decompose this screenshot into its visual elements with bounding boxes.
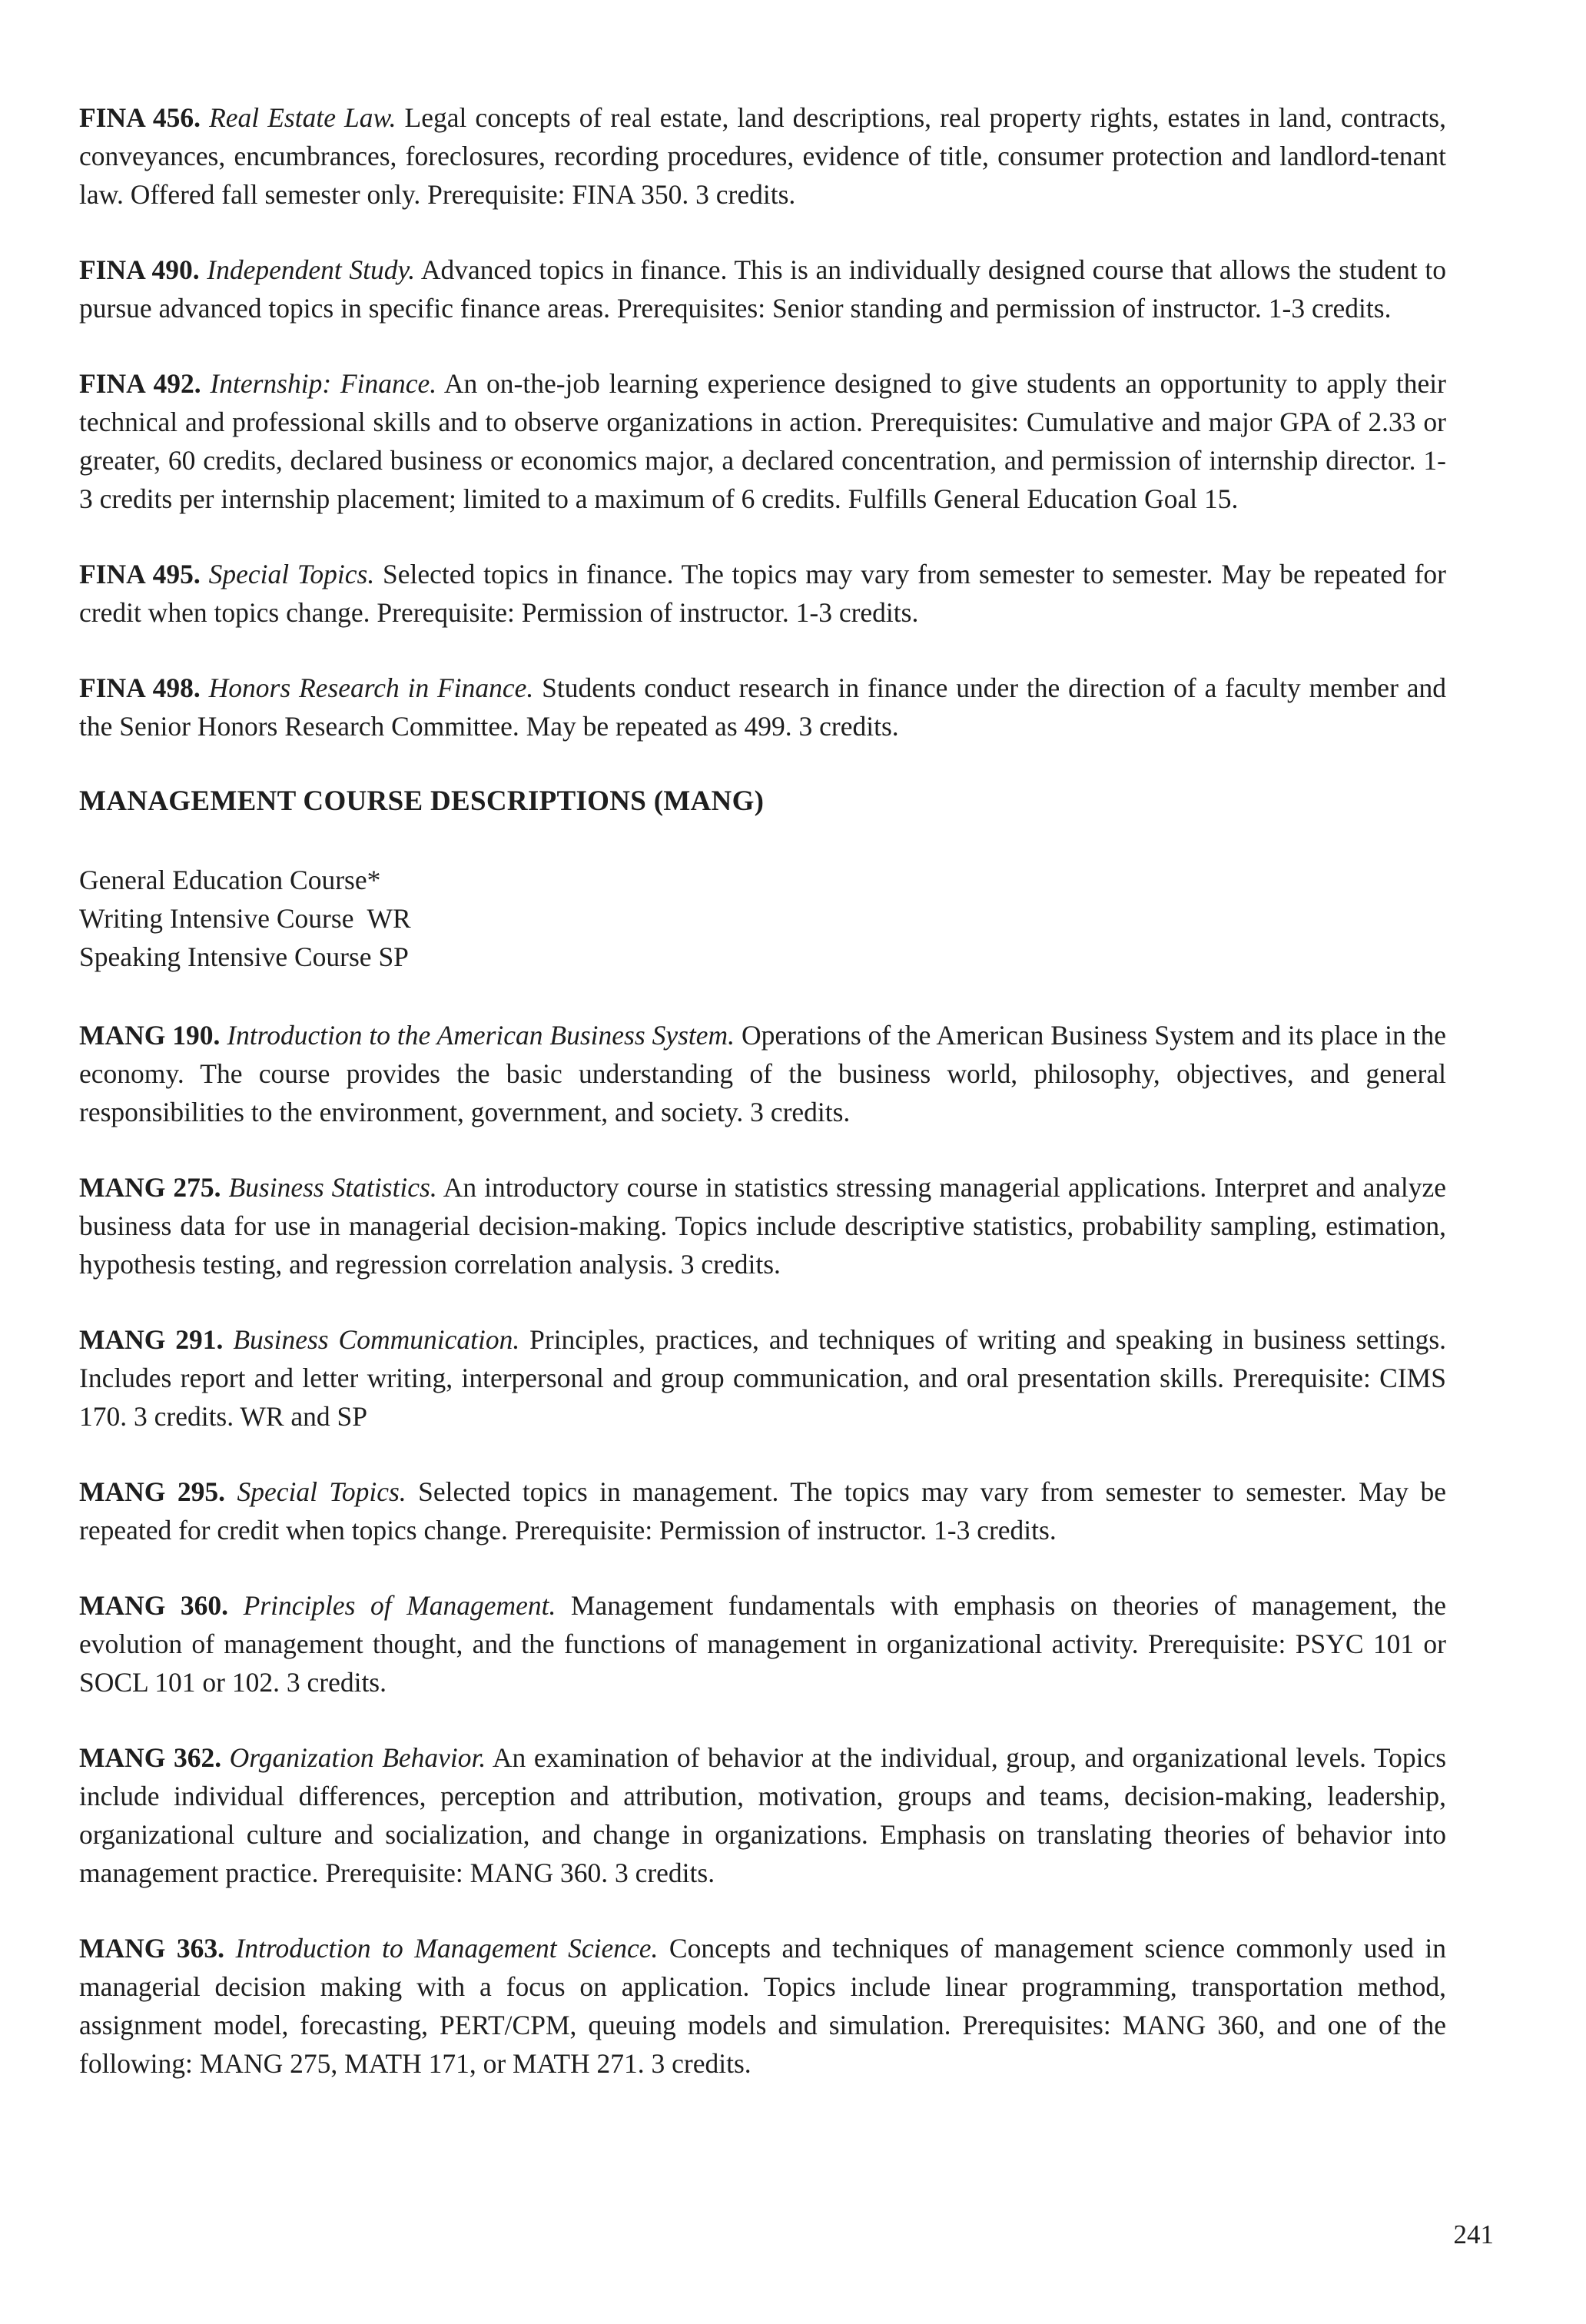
course-title: Special Topics.	[208, 559, 375, 589]
course-description: Students conduct research in finance under the direction of a faculty member and the Senior Honors Research Committee. May be repeated as 499. 3 credits.	[79, 672, 1446, 742]
course-entry-mang-360	[79, 1586, 1446, 1702]
course-description: Concepts and techniques of management science commonly used in managerial decision making with a focus on application. Topics include linear programming, transportation method, assignment model, forecasting, PERT/CPM, queuing models and simulation. Prerequisites: MANG 360, and one of the following: MANG 275, MATH 171, or MATH 271. 3 credits.	[79, 1933, 1446, 2079]
catalog-page	[79, 98, 1446, 2120]
course-type-legend	[79, 861, 1446, 976]
course-code: MANG 363.	[79, 1933, 225, 1964]
course-description: An on-the-job learning experience designed to give students an opportunity to apply their technical and professional skills and to observe organizations in action. Prerequisites: Cumulative and major GPA of 2.33 or greater, 60 credits, declared business or economics major, a declared concentration, and permission of internship director. 1-3 credits per internship placement; limited to a maximum of 6 credits. Fulfills General Education Goal 15.	[79, 368, 1446, 514]
course-description: Advanced topics in finance. This is an individually designed course that allows the student to pursue advanced topics in specific finance areas. Prerequisites: Senior standing and permission of instructor. 1-3 credits.	[79, 254, 1446, 324]
course-code: FINA 490.	[79, 254, 200, 285]
finance-course-list	[79, 98, 1446, 745]
course-title: Special Topics.	[237, 1476, 406, 1507]
legend-general-education: General Education Course*	[79, 865, 381, 895]
legend-writing-intensive: Writing Intensive Course WR	[79, 903, 411, 934]
course-code: MANG 295.	[79, 1476, 225, 1507]
course-description: Selected topics in management. The topics may vary from semester to semester. May be repeated for credit when topics change. Prerequisite: Permission of instructor. 1-3 credits.	[79, 1476, 1446, 1545]
course-description: An examination of behavior at the individual, group, and organizational levels. Topics include individual differences, perception and attribution, motivation, groups and teams, decision-making, leadership, organizational culture and socialization, and change in organizations. Emphasis on translating theories of behavior into management practice. Prerequisite: MANG 360. 3 credits.	[79, 1742, 1447, 1888]
management-course-list	[79, 1016, 1446, 2083]
course-title: Organization Behavior.	[229, 1742, 486, 1773]
course-title: Independent Study.	[207, 254, 416, 285]
course-code: MANG 360.	[79, 1590, 229, 1621]
course-entry-mang-362	[79, 1738, 1446, 1892]
course-title: Honors Research in Finance.	[208, 672, 534, 703]
section-heading: MANAGEMENT COURSE DESCRIPTIONS (MANG)	[79, 785, 765, 817]
course-description: Legal concepts of real estate, land descriptions, real property rights, estates in land, contracts, conveyances, encumbrances, foreclosures, recording procedures, evidence of title, consumer protection and landlord-tenant law. Offered fall semester only. Prerequisite: FINA 350. 3 credits.	[79, 102, 1446, 210]
course-entry-fina-495	[79, 555, 1446, 632]
course-code: FINA 456.	[79, 102, 201, 133]
page-number: 241	[1453, 2219, 1494, 2249]
course-entry-fina-492	[79, 364, 1446, 518]
course-title: Business Statistics.	[228, 1172, 437, 1203]
course-entry-mang-275	[79, 1168, 1446, 1283]
course-entry-fina-456	[79, 98, 1446, 214]
course-code: FINA 498.	[79, 672, 201, 703]
course-code: MANG 291.	[79, 1324, 224, 1355]
course-description: Principles, practices, and techniques of writing and speaking in business settings. Includes report and letter writing, interpersonal and group communication, and oral presentation skills. Prerequisite: CIMS 170. 3 credits. WR and SP	[79, 1324, 1447, 1432]
course-title: Internship: Finance.	[210, 368, 437, 399]
course-code: MANG 362.	[79, 1742, 222, 1773]
course-title: Introduction to Management Science.	[235, 1933, 659, 1964]
course-title: Principles of Management.	[243, 1590, 556, 1621]
course-code: FINA 495.	[79, 559, 201, 589]
course-entry-fina-498	[79, 669, 1446, 745]
course-title: Introduction to the American Business System.	[227, 1020, 735, 1051]
course-code: MANG 275.	[79, 1172, 221, 1203]
course-title: Real Estate Law.	[209, 102, 396, 133]
course-code: MANG 190.	[79, 1020, 221, 1051]
course-description: Management fundamentals with emphasis on theories of management, the evolution of management thought, and the functions of management in organizational activity. Prerequisite: PSYC 101 or SOCL 101 or 102. 3 credits.	[79, 1590, 1446, 1698]
course-title: Business Communication.	[233, 1324, 520, 1355]
course-description: Selected topics in finance. The topics may vary from semester to semester. May be repeated for credit when topics change. Prerequisite: Permission of instructor. 1-3 credits.	[79, 559, 1446, 628]
course-entry-mang-295	[79, 1472, 1446, 1549]
course-entry-mang-363	[79, 1929, 1446, 2083]
course-entry-mang-291	[79, 1320, 1446, 1436]
legend-speaking-intensive: Speaking Intensive Course SP	[79, 941, 409, 972]
course-code: FINA 492.	[79, 368, 201, 399]
course-description: Operations of the American Business System and its place in the economy. The course provides the basic understanding of the business world, philosophy, objectives, and general responsibilities to the environment, government, and society. 3 credits.	[79, 1020, 1447, 1127]
course-entry-mang-190	[79, 1016, 1446, 1131]
course-description: An introductory course in statistics stressing managerial applications. Interpret and analyze business data for use in managerial decision-making. Topics include descriptive statistics, probability sampling, estimation, hypothesis testing, and regression correlation analysis. 3 credits.	[79, 1172, 1446, 1280]
course-entry-fina-490	[79, 251, 1446, 327]
